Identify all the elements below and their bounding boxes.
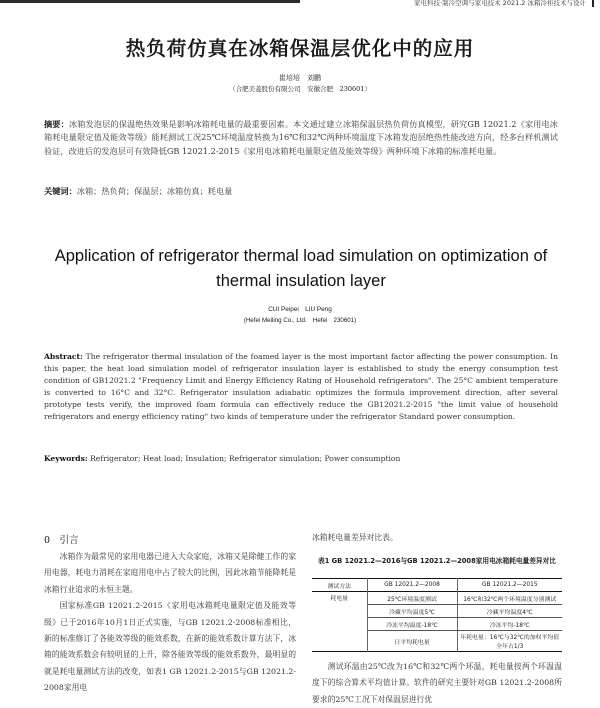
chinese-keywords [44,186,558,197]
english-keywords [44,454,558,463]
running-header-text: 家电科技·制冷空调与家电技术 2021.2 冰箱冷柜技术与设计 [414,0,586,7]
chinese-abstract-label: 摘要： [44,119,69,129]
english-authors: CUI Peipei LIU Peng [268,306,332,313]
english-keywords-label: Keywords: [44,454,88,463]
english-abstract-label: Abstract: [44,352,83,361]
chinese-keywords-body: 冰箱；热负荷；保温层；冰箱仿真；耗电量 [76,186,233,196]
table-cell: 冷冻平均-18℃ [457,618,562,631]
chinese-abstract-body: 冰箱发泡层的保温绝热效果是影响冰箱耗电量的最重要因素。本文通过建立冰箱保温层热负荷仿真模型，研究GB 12021.2《家用电冰箱耗电量限定值及能效等级》能耗测试工况25℃环境温度转换为16℃和32℃两种环境温度下冰箱发泡层绝热性能改进方向，经多台样机测试验证，改进后的发泡层可有效降低GB 12021.2-2015《家用电冰箱耗电量限定值及能效等级》两种环境下冰箱的标准耗电量。 [44,119,558,156]
right-column-continuation: 冰箱耗电量差异对比表。 [312,533,398,542]
header-rule [0,0,300,3]
table-cell-line: 全年占1/3 [496,644,524,650]
right-column-body [312,659,562,708]
table-cell: 日平均耗电量 [367,631,457,652]
table-cell: 25℃环境温度测试 [367,592,457,605]
chinese-keywords-label: 关键词： [44,186,77,196]
section-heading-introduction: 0 引言 [44,535,79,546]
body-paragraph: 测试环温由25℃改为16℃和32℃两个环温，耗电量按两个环温温度下的综合算术平均值计算。软件的研究主要针对GB 12021.2-2008所要求的25℃工况下对保温层进行优 [312,662,562,704]
chinese-authors: 崔培培 刘鹏 [279,74,321,82]
table-cell: 冷藏平均温度4℃ [457,605,562,618]
intro-paragraph: 国家标准GB 12021.2-2015《家用电冰箱耗电量限定值及能效等级》已于2016年10月1日正式实施，与GB 12021.2-2008标准相比，新的标准修订了各能效等级的能效系数，在新的能效系数计算方法下，冰箱的能效系数会有较明显的上升，除各能效等级的能效系数外，最明显的就是耗电量测试方法的改变，如表1 GB 12021.2-2015与GB 12021.2-2008家用电 [44,601,296,693]
table-row [312,592,562,605]
chinese-title: 热负荷仿真在冰箱保温层优化中的应用 [125,37,475,60]
header-tick [592,0,594,7]
table-row-label: 耗电量 [330,596,349,602]
table-header-cell: 测试方法 [327,583,352,590]
english-abstract [44,351,558,424]
table-caption: 表1 GB 12021.2—2016与GB 12021.2—2008家用电冰箱耗电量差异对比 [318,557,556,565]
table-header-row [312,579,562,592]
table-cell-line: 年耗电量：16℃与32℃的加权平均值 [460,635,560,641]
english-title: Application of refrigerator thermal load simulation on optimization of thermal insulation layer [54,247,548,290]
left-column-body [44,549,296,697]
table-cell: 冷冻平均温度-18℃ [367,618,457,631]
table-header-cell: GB 12021.2—2008 [367,579,457,592]
chinese-abstract [44,118,558,158]
table-cell [457,631,562,652]
table-cell: 冷藏平均温度5℃ [367,605,457,618]
table-header-cell: GB 12021.2—2015 [457,579,562,592]
comparison-table [312,578,562,652]
english-keywords-body: Refrigerator; Heat load; Insulation; Refrigerator simulation; Power consumption [90,454,401,463]
running-header [0,0,600,7]
table-cell: 16℃和32℃两个环境温度分别测试 [457,592,562,605]
intro-paragraph: 冰箱作为最常见的家用电器已进入大众家庭，冰箱又是除健工作的家用电器，耗电力消耗在家庭用电中占了较大的比例，因此冰箱节能降耗是冰箱行业追求的永恒主题。 [44,552,296,594]
english-abstract-body: The refrigerator thermal insulation of the foamed layer is the most important factor affecting the power consumption. In this paper, the heat load simulation model of refrigerator insulation layer is established to study the energy consumption test condition of GB12021.2 "Frequency Limit and Energy Efficiency Rating of Household refrigerators". The 25°C ambient temperature is converted to 16°C and 32°C. Refrigerator insulation adiabatic optimizes the formula improvement direction, after several prototype tests verify, the improved foam formula can effectively reduce the GB12021.2-2015 "the limit value of household refrigerators and energy efficiency rating" two kinds of temperature under the refrigerator Standard power consumption. [44,352,558,422]
english-affiliation: (Hefei Meiling Co., Ltd. Hefei 230601) [243,317,357,324]
chinese-affiliation: （合肥美菱股份有限公司 安徽合肥 230601） [229,85,371,93]
